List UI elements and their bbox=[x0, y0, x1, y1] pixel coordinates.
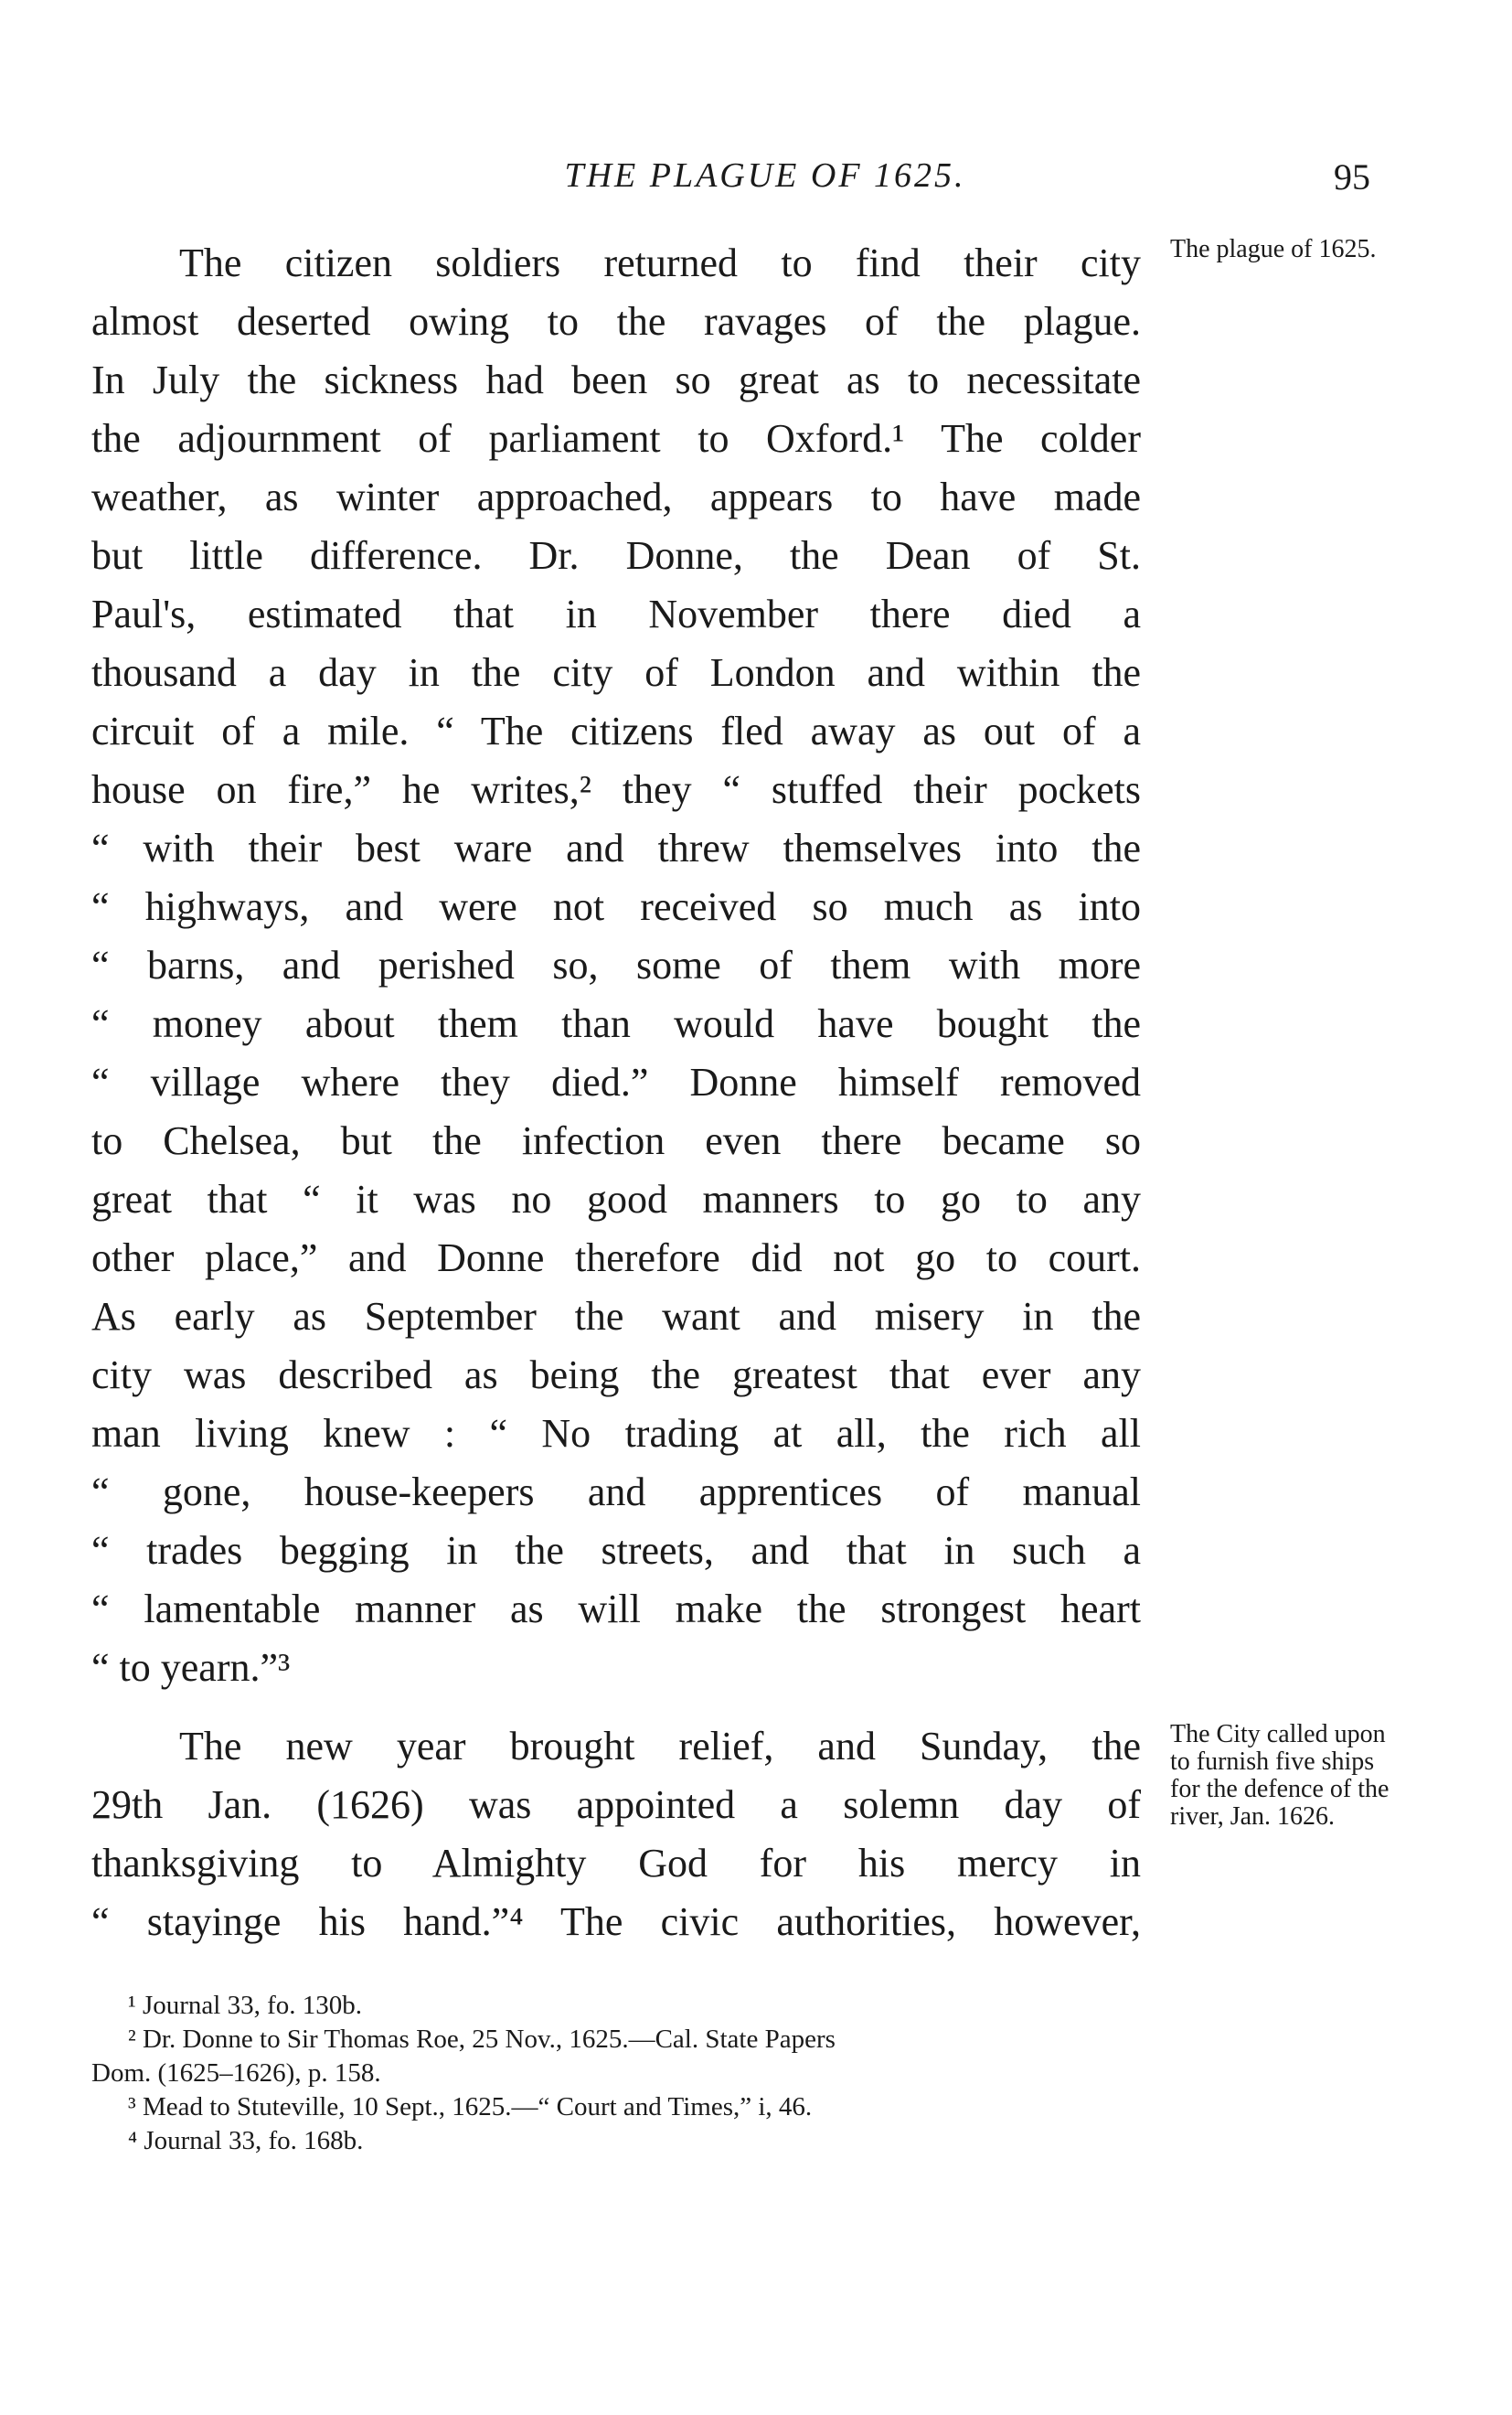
text-line: but little difference. Dr. Donne, the Dean of St. bbox=[91, 533, 1141, 578]
text-line: to Chelsea, but the infection even there became so bbox=[91, 1118, 1141, 1163]
footnote: ¹ Journal 33, fo. 130b. bbox=[128, 1991, 362, 2020]
text-line: “ barns, and perished so, some of them with more bbox=[91, 943, 1141, 988]
footnote-continuation: Dom. (1625–1626), p. 158. bbox=[91, 2058, 381, 2088]
text-line: circuit of a mile. “ The citizens fled away as out of a bbox=[91, 709, 1141, 753]
text-line: man living knew : “ No trading at all, the rich all bbox=[91, 1411, 1141, 1456]
page-number: 95 bbox=[1334, 156, 1370, 198]
text-line: weather, as winter approached, appears to have made bbox=[91, 475, 1141, 519]
text-line: Paul's, estimated that in November there died a bbox=[91, 592, 1141, 636]
paragraph-gap bbox=[91, 1697, 1141, 1717]
text-line: “ to yearn.”³ bbox=[91, 1645, 291, 1690]
page-header bbox=[0, 155, 1512, 201]
footnotes bbox=[91, 1989, 1143, 2158]
text-line: “ with their best ware and threw themselves into the bbox=[91, 826, 1141, 871]
text-line: The citizen soldiers returned to find their city bbox=[179, 240, 1141, 285]
footnote: ⁴ Journal 33, fo. 168b. bbox=[128, 2126, 364, 2155]
footnote: ² Dr. Donne to Sir Thomas Roe, 25 Nov., 1625.—Cal. State Papers bbox=[128, 2025, 836, 2054]
text-line: “ money about them than would have bought the bbox=[91, 1001, 1141, 1046]
text-line: “ village where they died.” Donne himself removed bbox=[91, 1060, 1141, 1105]
text-line: “ gone, house-keepers and apprentices of manual bbox=[91, 1469, 1141, 1514]
sidenote-five-ships: The City called upon to furnish five ships for the defence of the river, Jan. 1626. bbox=[1170, 1720, 1390, 1831]
text-line: great that “ it was no good manners to go to any bbox=[91, 1177, 1141, 1222]
text-line: “ stayinge his hand.”⁴ The civic authorities, however, bbox=[91, 1899, 1141, 1944]
text-line: “ highways, and were not received so much as into bbox=[91, 884, 1141, 929]
text-line: the adjournment of parliament to Oxford.¹ The colder bbox=[91, 416, 1141, 461]
text-line: In July the sickness had been so great as to necessitate bbox=[91, 358, 1141, 402]
text-line: “ lamentable manner as will make the strongest heart bbox=[91, 1587, 1141, 1631]
text-line: The new year brought relief, and Sunday, the bbox=[179, 1724, 1141, 1769]
body-text bbox=[91, 234, 1141, 1951]
footnote: ³ Mead to Stuteville, 10 Sept., 1625.—“ Court and Times,” i, 46. bbox=[128, 2092, 813, 2121]
text-line: thanksgiving to Almighty God for his mercy in bbox=[91, 1841, 1141, 1886]
text-line: “ trades begging in the streets, and that in such a bbox=[91, 1528, 1141, 1573]
text-line: thousand a day in the city of London and within the bbox=[91, 650, 1141, 695]
sidenote-plague: The plague of 1625. bbox=[1170, 235, 1377, 263]
text-line: 29th Jan. (1626) was appointed a solemn day of bbox=[91, 1782, 1141, 1827]
text-line: city was described as being the greatest that ever any bbox=[91, 1352, 1141, 1397]
text-line: other place,” and Donne therefore did not go to court. bbox=[91, 1235, 1141, 1280]
text-line: As early as September the want and misery in the bbox=[91, 1294, 1141, 1339]
text-line: house on fire,” he writes,² they “ stuffed their pockets bbox=[91, 767, 1141, 812]
text-line: almost deserted owing to the ravages of the plague. bbox=[91, 299, 1141, 344]
running-title: THE PLAGUE OF 1625. bbox=[564, 156, 966, 195]
